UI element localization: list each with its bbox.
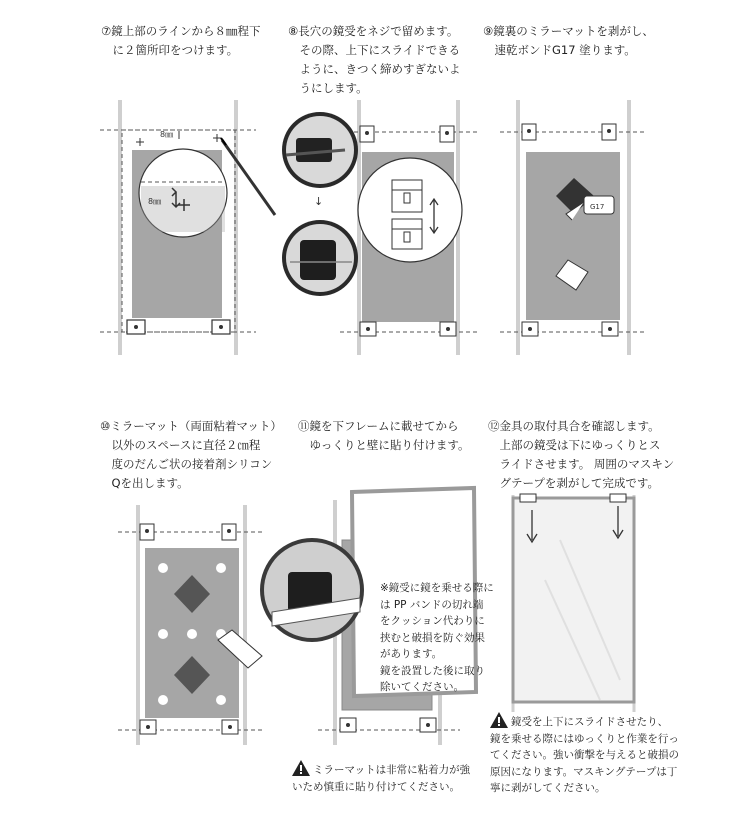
- step-7-text: ⑦鏡上部のラインから８㎜程下 に２箇所印をつけます。: [101, 24, 261, 57]
- slide-caution: 鏡受を上下にスライドさせたり、 鏡を乗せる際にはゆっくりと作業を行っ てください。強い衝撃を与えると破損の 原因になります。マスキングテープは丁 寧に剥がしてください。: [490, 716, 679, 794]
- step-11-text: ⑪鏡を下フレームに載せてから ゆっくりと壁に貼り付けます。: [298, 419, 470, 452]
- step-12-text: ⑫金具の取付具合を確認します。 上部の鏡受は下にゆっくりとス ライドさせます。 周囲のマスキン グテープを剥がして完成です。: [488, 419, 675, 490]
- mirror-mat-caution: ミラーマットは非常に粘着力が強 いため慎重に貼り付けてください。: [292, 764, 471, 793]
- pp-band-note: ※鏡受に鏡を乗せる際に は PP バンドの切れ端 をクッション代わりに 挟むと破損を防ぐ効果 があります。 鏡を設置した後に取り 除いてください。: [380, 582, 494, 693]
- measure-label-top: 8㎜: [160, 130, 174, 139]
- g17-label: G17: [590, 203, 605, 211]
- step-8-text: ⑧長穴の鏡受をネジで留めます。 その際、上下にスライドできる ように、きつく締めすぎないよ うにします。: [288, 24, 461, 95]
- step-9-text: ⑨鏡裏のミラーマットを剥がし、 速乾ボンドG17 塗ります。: [483, 24, 654, 57]
- svg-text:↓: ↓: [314, 195, 324, 208]
- measure-label-zoom: 8㎜: [148, 197, 162, 206]
- step-10-text: ⑩ミラーマット（両面粘着マット） 以外のスペースに直径２㎝程 度のだんご状の接着剤シリコン Qを出します。: [100, 419, 282, 490]
